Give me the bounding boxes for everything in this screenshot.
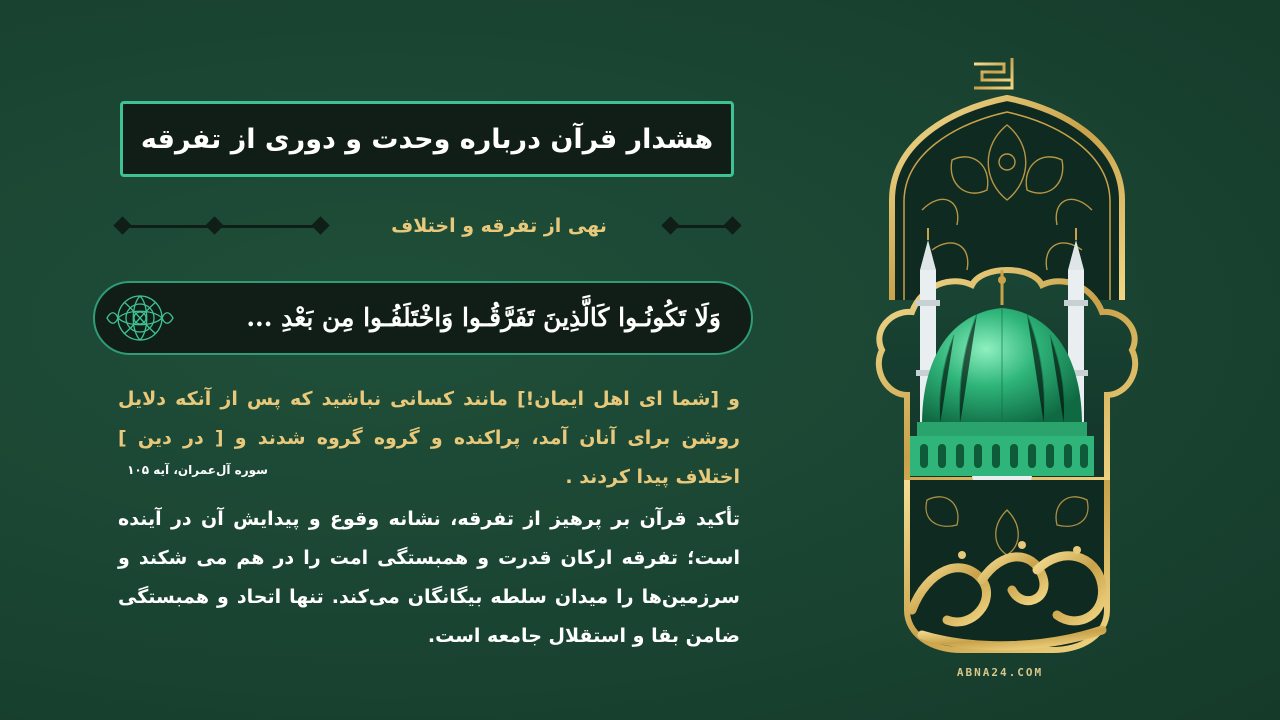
verse-banner (93, 281, 753, 355)
commentary-text: تأکید قرآن بر پرهیز از تفرقه، نشانه وقوع و پیدایش آن در آینده است؛ تفرقه ارکان قدرت و همبستگی امت را در هم می شکند و سرزمین‌ها را میدان سلطه بیگانگان می‌کند. تنها اتحاد و همبستگی ضامن بقا و استقلال جامعه است. (118, 508, 740, 647)
verse-source: سوره آل‌عمران، آیه ۱۰۵ (127, 463, 268, 477)
arabesque-ornament-icon (105, 289, 175, 347)
ornament-diamond-icon (311, 216, 329, 234)
ornament-diamond-icon (205, 216, 223, 234)
ornament-diamond-icon (723, 216, 741, 234)
subtitle-row (114, 210, 740, 242)
verse-text: وَلَا تَکُونُـوا کَالَّذِینَ تَفَرَّقُـوا وَاخْتَلَفُـوا مِن بَعْدِ ... (246, 303, 721, 332)
site-watermark: ABNA24.COM (956, 666, 1044, 679)
title-box (120, 101, 734, 177)
kufic-emblem-icon (974, 58, 1012, 88)
subtitle: نهی از تفرقه و اختلاف (391, 215, 607, 237)
mosque-artwork (862, 50, 1152, 670)
page-title: هشدار قرآن درباره وحدت و دوری از تفرقه (140, 123, 714, 155)
verse-translation: و [شما ای اهل ایمان!] مانند کسانی نباشید که پس از آنکه دلایل روشن برای آنان آمد، پراکنده و گروه گروه شدند و [ در دین ] اختلاف پیدا کردند . (118, 388, 740, 488)
